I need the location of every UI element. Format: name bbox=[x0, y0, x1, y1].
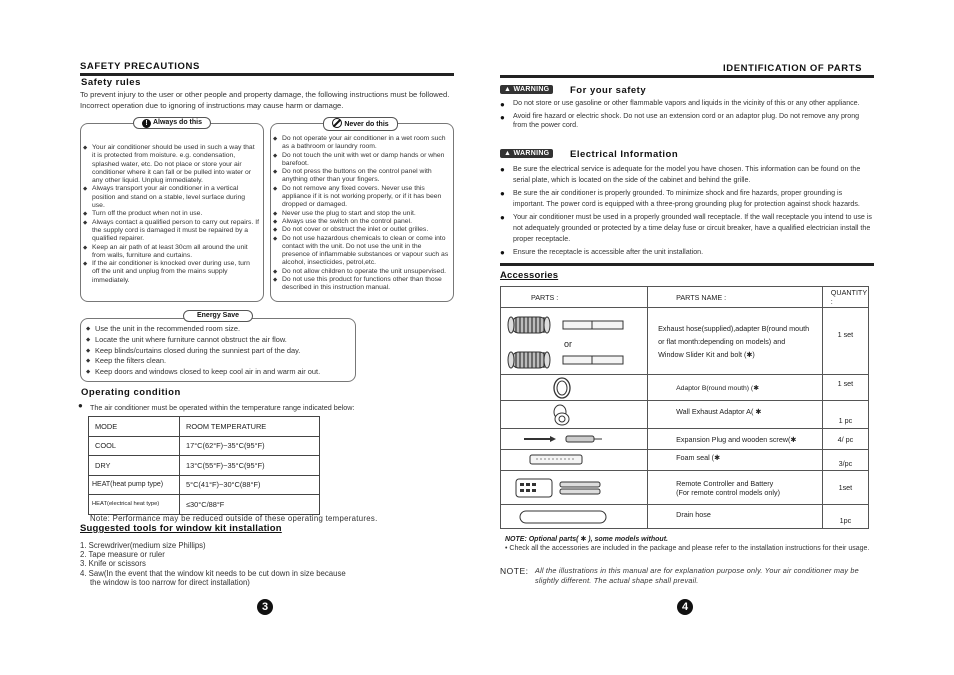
note-text: All the illustrations in this manual are for explanation purpose only. Your air conditioner may be slightly different. The actual shape shall prevail. bbox=[535, 566, 859, 585]
table-row bbox=[501, 505, 869, 529]
operating-table bbox=[88, 416, 320, 515]
header-rule-right bbox=[500, 75, 874, 78]
table-cell: 1pc bbox=[822, 505, 868, 529]
page-number-left: 3 bbox=[257, 599, 273, 615]
table-header: PARTS : bbox=[501, 287, 648, 308]
electrical-list bbox=[500, 164, 874, 261]
round-adaptor-icon bbox=[502, 377, 622, 399]
safety-rules-title: Safety rules bbox=[81, 77, 141, 88]
table-cell: 3/pc bbox=[822, 450, 868, 471]
always-item: ◆ Turn off the product when not in use. bbox=[83, 210, 259, 218]
remote-controller-icon bbox=[502, 473, 622, 503]
window-slider-icon bbox=[562, 354, 624, 366]
check-note: • Check all the accessories are included in the package and please refer to the installation instructions for their usage. bbox=[505, 545, 870, 552]
electrical-item: ● Be sure the air conditioner is properly grounded. To minimize shock and fire hazards, proper grounding is important. The power cord is equipped with a three-prong grounding plug for protection against shock hazards. bbox=[500, 188, 874, 209]
table-row bbox=[89, 436, 320, 456]
check-bullet: • bbox=[505, 545, 510, 552]
table-cell: 5°C(41°F)~30°C(88°F) bbox=[180, 475, 320, 495]
table-row bbox=[89, 456, 320, 476]
table-cell bbox=[501, 401, 648, 429]
warning-icon: ▲ bbox=[504, 86, 512, 93]
operating-note: Note: Performance may be reduced outside of these operating temperatures. bbox=[90, 514, 378, 523]
table-row bbox=[89, 495, 320, 515]
safety-precautions-title: SAFETY PRECAUTIONS bbox=[80, 61, 200, 72]
energy-item: ◆ Keep blinds/curtains closed during the sunniest part of the day. bbox=[86, 346, 352, 357]
never-item: ◆ Do not use this product for functions other than those described in this instruction manual. bbox=[273, 276, 451, 293]
prohibited-icon bbox=[332, 118, 342, 128]
warning-badge: ▲ WARNING bbox=[500, 85, 553, 94]
never-item: ◆ Do not touch the unit with wet or damp hands or when barefoot. bbox=[273, 152, 451, 169]
table-row bbox=[501, 401, 869, 429]
table-cell: 1 pc bbox=[822, 401, 868, 429]
energy-item: ◆ Locate the unit where furniture cannot obstruct the air flow. bbox=[86, 335, 352, 346]
always-item: ◆ Always transport your air conditioner in a vertical position and stand on a stable, level surface during use. bbox=[83, 185, 259, 210]
operating-bullet: ● bbox=[78, 401, 83, 410]
never-item: ◆ Do not allow children to operate the unit unsupervised. bbox=[273, 268, 451, 276]
table-cell: Remote Controller and Battery (For remote control models only) bbox=[648, 471, 823, 505]
table-cell bbox=[501, 375, 648, 401]
safety-list bbox=[500, 99, 872, 134]
table-row bbox=[501, 471, 869, 505]
table-row bbox=[89, 417, 320, 437]
table-cell bbox=[501, 450, 648, 471]
energy-list bbox=[86, 324, 352, 378]
table-row bbox=[501, 375, 869, 401]
operating-title: Operating condition bbox=[81, 387, 181, 398]
optional-note: NOTE: Optional parts( ✱ ), some models without. bbox=[505, 536, 668, 543]
safety-heading: For your safety bbox=[570, 85, 647, 96]
table-header: ROOM TEMPERATURE bbox=[180, 417, 320, 437]
never-item: ◆ Do not remove any fixed covers. Never use this appliance if it is not working properly, or if it has been dropped or damaged. bbox=[273, 185, 451, 210]
never-item: ◆ Never use the plug to start and stop the unit. bbox=[273, 210, 451, 218]
table-row bbox=[501, 429, 869, 450]
table-cell: 4/ pc bbox=[822, 429, 868, 450]
always-item: ◆ Your air conditioner should be used in such a way that it is protected from moisture. e.g. condensation, splashed water, etc. Do not place or store your air conditioner where it can fall or be pulled into water or any other liquid. Unplug immediately. bbox=[83, 144, 259, 185]
operating-intro: The air conditioner must be operated within the temperature range indicated below: bbox=[90, 403, 355, 412]
table-cell: 1 set bbox=[822, 308, 868, 375]
always-item: ◆ Always contact a qualified person to carry out repairs. If the supply cord is damaged it must be repaired by a qualified repairer. bbox=[83, 219, 259, 244]
table-cell: Foam seal (✱ bbox=[648, 450, 823, 471]
table-header: PARTS NAME : bbox=[648, 287, 823, 308]
never-item: ◆ Always use the switch on the control panel. bbox=[273, 218, 451, 226]
table-cell: ≤30°C/88°F bbox=[180, 495, 320, 515]
safety-intro: To prevent injury to the user or other people and property damage, the following instructions must be followed. Incorrect operation due to ignoring of instructions may cause harm or damage. bbox=[80, 90, 450, 110]
never-list bbox=[273, 135, 451, 293]
electrical-item: ● Ensure the receptacle is accessible after the unit installation. bbox=[500, 247, 874, 258]
table-cell: Adaptor B(round mouth) (✱ bbox=[648, 375, 823, 401]
window-slider-icon bbox=[562, 319, 624, 331]
safety-item: ● Do not store or use gasoline or other flammable vapors and liquids in the vicinity of this or any other appliance. bbox=[500, 99, 872, 109]
warning-badge: ▲ WARNING bbox=[500, 149, 553, 158]
table-cell: Drain hose bbox=[648, 505, 823, 529]
tool-item: the window is too narrow for direct installation) bbox=[90, 577, 250, 587]
accessories-title: Accessories bbox=[500, 270, 559, 281]
or-label: or bbox=[564, 339, 573, 349]
table-row bbox=[501, 287, 869, 308]
tools-title: Suggested tools for window kit installation bbox=[80, 523, 282, 534]
drain-hose-icon bbox=[502, 507, 622, 527]
table-cell bbox=[501, 429, 648, 450]
table-cell bbox=[501, 505, 648, 529]
electrical-rule bbox=[500, 263, 874, 266]
table-cell: HEAT(electrical heat type) bbox=[89, 495, 180, 515]
table-cell: Wall Exhaust Adaptor A( ✱ bbox=[648, 401, 823, 429]
tool-item: 4. Saw(In the event that the window kit needs to be cut down in size because bbox=[80, 568, 346, 578]
never-item: ◆ Do not operate your air conditioner in a wet room such as a bathroom or laundry room. bbox=[273, 135, 451, 152]
wall-adaptor-icon bbox=[502, 403, 622, 427]
never-item: ◆ Do not press the buttons on the control panel with anything other than your fingers. bbox=[273, 168, 451, 185]
accessories-table bbox=[500, 286, 869, 529]
table-cell: 1 set bbox=[822, 375, 868, 401]
always-list bbox=[83, 144, 259, 285]
table-cell bbox=[501, 308, 648, 375]
always-item: ◆ Keep an air path of at least 30cm all around the unit from walls, furniture and curtains. bbox=[83, 244, 259, 261]
always-item: ◆ If the air conditioner is knocked over during use, turn off the unit and unplug from the mains supply immediately. bbox=[83, 260, 259, 285]
energy-save-label: Energy Save bbox=[183, 310, 253, 322]
table-cell: Expansion Plug and wooden screw(✱ bbox=[648, 429, 823, 450]
screw-plug-icon bbox=[502, 430, 622, 448]
note-label: NOTE: bbox=[500, 566, 529, 576]
identification-title: IDENTIFICATION OF PARTS bbox=[723, 63, 863, 74]
table-row bbox=[501, 308, 869, 375]
table-cell: COOL bbox=[89, 436, 180, 456]
table-cell: DRY bbox=[89, 456, 180, 476]
energy-item: ◆ Use the unit in the recommended room size. bbox=[86, 324, 352, 335]
never-item: ◆ Do not use hazardous chemicals to clean or come into contact with the unit. Do not use the unit in the presence of inflammable substances or vapour such as alcohol, insecticides, petrol,etc. bbox=[273, 235, 451, 268]
exclamation-icon: ! bbox=[142, 119, 151, 128]
electrical-item: ● Your air conditioner must be used in a properly grounded wall receptacle. If the wall receptacle you intend to use is not adequately grounded or protected by a time delay fuse or circuit breaker, have a qualified electrician install the proper receptacle. bbox=[500, 212, 874, 244]
safety-item: ● Avoid fire hazard or electric shock. Do not use an extension cord or an adaptor plug. Do not remove any prong from the power cord. bbox=[500, 112, 872, 131]
exhaust-hose-icon bbox=[506, 349, 554, 371]
never-do-label: Never do this bbox=[323, 117, 398, 131]
tool-item: 3. Knife or scissors bbox=[80, 559, 146, 569]
tool-item: 2. Tape measure or ruler bbox=[80, 550, 165, 560]
header-rule bbox=[80, 73, 454, 76]
tool-item: 1. Screwdriver(medium size Phillips) bbox=[80, 541, 206, 550]
tools-list bbox=[80, 541, 420, 587]
table-cell: 13°C(55°F)~35°C(95°F) bbox=[180, 456, 320, 476]
never-item: ◆ Do not cover or obstruct the inlet or outlet grilles. bbox=[273, 226, 451, 234]
table-row bbox=[89, 475, 320, 495]
page-number-right: 4 bbox=[677, 599, 693, 615]
table-header: MODE bbox=[89, 417, 180, 437]
table-row bbox=[501, 450, 869, 471]
always-do-label: ! Always do this bbox=[133, 117, 211, 129]
electrical-heading: Electrical Information bbox=[570, 149, 679, 160]
foam-seal-icon bbox=[502, 451, 622, 469]
warning-icon: ▲ bbox=[504, 150, 512, 157]
exhaust-hose-icon bbox=[506, 314, 554, 336]
energy-item: ◆ Keep the filters clean. bbox=[86, 356, 352, 367]
table-cell: HEAT(heat pump type) bbox=[89, 475, 180, 495]
table-header: QUANTITY : bbox=[822, 287, 868, 308]
electrical-item: ● Be sure the electrical service is adequate for the model you have chosen. This information can be found on the serial plate, which is located on the side of the cabinet and behind the grille. bbox=[500, 164, 874, 185]
table-cell: 17°C(62°F)~35°C(95°F) bbox=[180, 436, 320, 456]
energy-item: ◆ Keep doors and windows closed to keep cool air in and warm air out. bbox=[86, 367, 352, 378]
table-cell bbox=[501, 471, 648, 505]
table-cell: 1set bbox=[822, 471, 868, 505]
table-cell: Exhaust hose(supplied),adapter B(round mouth or flat month:depending on models) and Window Slider Kit and bolt (✱) bbox=[648, 308, 823, 375]
